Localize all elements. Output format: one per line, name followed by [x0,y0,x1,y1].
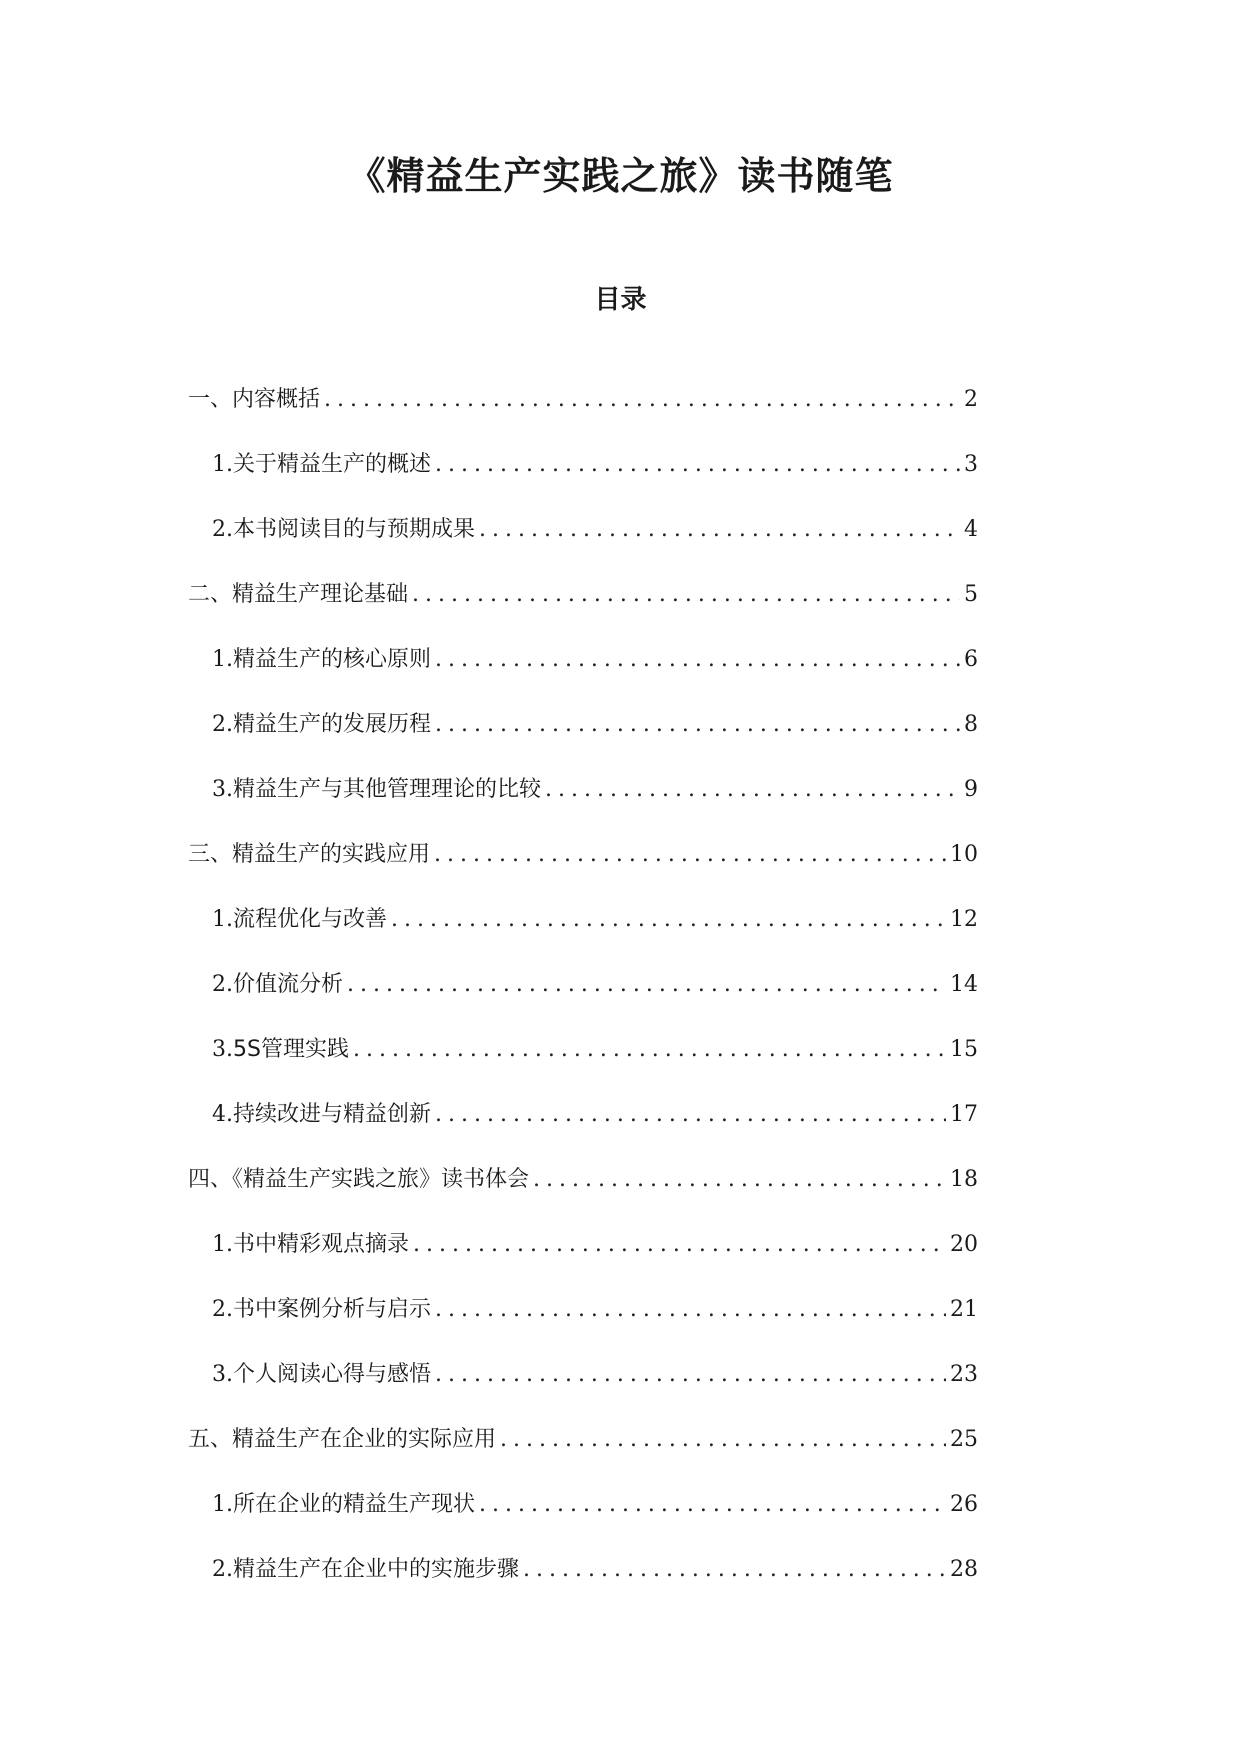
toc-entry-page-number: 6 [964,647,978,672]
toc-entry-number: 1. [212,1232,233,1257]
toc-dot-leader [347,969,946,1001]
toc-entry-title: 书中精彩观点摘录 [233,1232,410,1257]
toc-entry-title: 精益生产的发展历程 [233,712,432,737]
toc-dot-leader [435,1294,946,1326]
toc-entry[interactable] [188,1424,978,1489]
toc-entry-page-number: 9 [964,777,978,802]
toc-entry[interactable] [188,774,978,839]
toc-entry-title: 二、精益生产理论基础 [188,582,409,607]
toc-entry[interactable] [188,1554,978,1619]
toc-entry-page-number: 5 [964,582,978,607]
toc-entry-number: 2. [212,712,233,737]
toc-entry-number: 3. [212,777,233,802]
toc-dot-leader [435,1359,946,1391]
toc-entry-page-number: 20 [950,1232,978,1257]
toc-entry[interactable] [188,449,978,514]
toc-entry-page-number: 8 [964,712,978,737]
toc-entry-title: 四、《精益生产实践之旅》读书体会 [188,1167,530,1192]
toc-entry-number: 1. [212,452,233,477]
toc-entry-page-number: 21 [950,1297,978,1322]
toc-entry-number: 1. [212,1492,233,1517]
document-title: 《精益生产实践之旅》读书随笔 [347,154,894,198]
toc-entry-page-number: 3 [964,452,978,477]
toc-entry-page-number: 17 [950,1102,978,1127]
toc-entry-page-number: 26 [950,1492,978,1517]
toc-dot-leader [324,384,960,416]
toc-entry-title: 价值流分析 [233,972,344,997]
toc-entry-title: 五、精益生产在企业的实际应用 [188,1427,497,1452]
toc-entry[interactable] [188,384,978,449]
toc-entry-page-number: 12 [950,907,978,932]
toc-entry[interactable] [188,1294,978,1359]
toc-dot-leader [533,1164,946,1196]
toc-dot-leader [391,904,946,936]
toc-entry-page-number: 10 [950,842,978,867]
toc-entry-title: 精益生产的核心原则 [233,647,432,672]
toc-entry-title: 书中案例分析与启示 [233,1297,432,1322]
toc-entry-title: 一、内容概括 [188,387,321,412]
toc-entry[interactable] [188,969,978,1034]
toc-entry-number: 4. [212,1102,233,1127]
toc-entry-page-number: 14 [950,972,978,997]
toc-entry-title: 持续改进与精益创新 [233,1102,432,1127]
toc-entry[interactable] [188,709,978,774]
toc-dot-leader [434,839,946,871]
toc-entry-title: 个人阅读心得与感悟 [233,1362,432,1387]
toc-entry-title: 三、精益生产的实践应用 [188,842,431,867]
toc-entry[interactable] [188,839,978,904]
toc-entry-page-number: 4 [964,517,978,542]
toc-entry-title: 所在企业的精益生产现状 [233,1492,476,1517]
toc-entry-number: 3. [212,1362,233,1387]
toc-entry-title: 流程优化与改善 [233,907,388,932]
toc-entry-page-number: 28 [950,1557,978,1582]
toc-dot-leader [435,1099,946,1131]
toc-entry-number: 1. [212,647,233,672]
toc-entry-page-number: 18 [950,1167,978,1192]
toc-entry[interactable] [188,644,978,709]
toc-dot-leader [435,709,960,741]
toc-entry-number: 1. [212,907,233,932]
toc-entry-number: 2. [212,1557,233,1582]
toc-dot-leader [545,774,960,806]
toc-dot-leader [412,579,960,611]
toc-entry-number: 3. [212,1037,233,1062]
toc-entry[interactable] [188,1359,978,1424]
toc-entry-title: 精益生产在企业中的实施步骤 [233,1557,520,1582]
toc-dot-leader [435,644,960,676]
toc-entry[interactable] [188,514,978,579]
toc-entry-number: 2. [212,517,233,542]
toc-entry-number: 2. [212,972,233,997]
toc-entry-title: 本书阅读目的与预期成果 [233,517,476,542]
toc-entry[interactable] [188,904,978,969]
toc-entry-title: 5S管理实践 [233,1037,349,1062]
toc-entry-number: 2. [212,1297,233,1322]
toc-entry[interactable] [188,1099,978,1164]
toc-entry-title: 精益生产与其他管理理论的比较 [233,777,542,802]
toc-entry[interactable] [188,1034,978,1099]
toc-dot-leader [413,1229,946,1261]
toc-entry-title: 关于精益生产的概述 [233,452,432,477]
toc-dot-leader [435,449,960,481]
toc-entry[interactable] [188,1489,978,1554]
toc-entry-page-number: 2 [964,387,978,412]
toc-entry[interactable] [188,1164,978,1229]
toc-dot-leader [353,1034,946,1066]
toc-dot-leader [500,1424,946,1456]
toc-dot-leader [523,1554,946,1586]
toc-dot-leader [479,1489,946,1521]
toc-entry-page-number: 25 [950,1427,978,1452]
toc-heading: 目录 [594,285,647,315]
toc-entry[interactable] [188,1229,978,1294]
table-of-contents [188,384,978,1619]
toc-entry-page-number: 15 [950,1037,978,1062]
toc-entry[interactable] [188,579,978,644]
toc-dot-leader [479,514,960,546]
toc-entry-page-number: 23 [950,1362,978,1387]
